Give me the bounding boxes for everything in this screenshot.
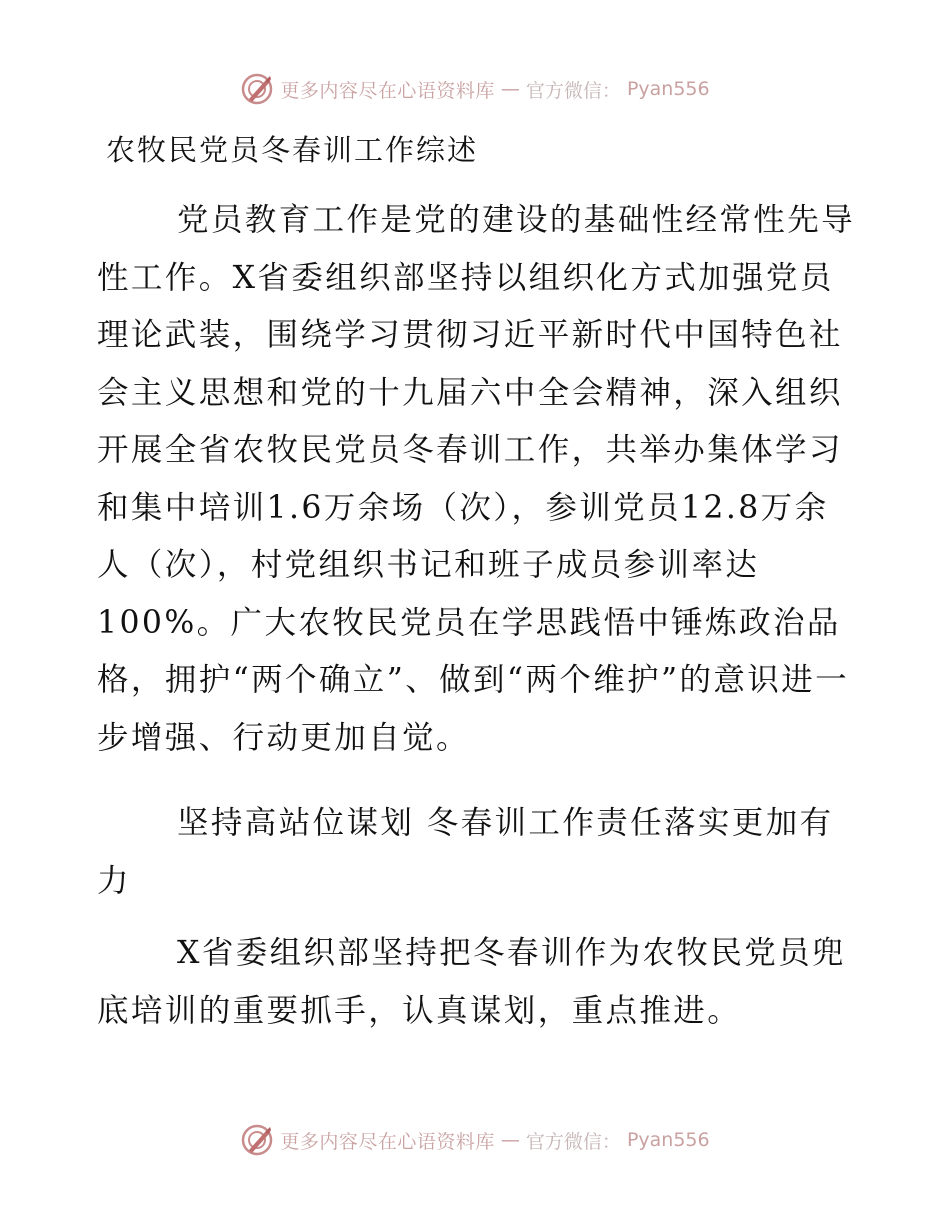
pen-logo-icon (240, 72, 274, 106)
paragraph-section-body: X省委组织部坚持把冬春训作为农牧民党员兜底培训的重要抓手，认真谋划，重点推进。 (97, 935, 846, 1029)
watermark-dash: — (500, 1129, 520, 1151)
watermark-dash: — (500, 78, 520, 100)
paragraph-intro: 党员教育工作是党的建设的基础性经常性先导性工作。X省委组织部坚持以组织化方式加强党员理论武装，围绕学习贯彻习近平新时代中国特色社会主义思想和党的十九届六中全会精神，深入组织开展全省农牧民党员冬春训工作，共举办集体学习和集中培训1.6万余场（次），参训党员12.8万余人（次），村党组织书记和班子成员参训率达100%。广大农牧民党员在学思践悟中锤炼政治品格，拥护“两个确立”、做到“两个维护”的意识进一步增强、行动更加自觉。 (97, 202, 856, 756)
footer-watermark (0, 1123, 950, 1157)
watermark-official-label: 官方微信： (525, 1130, 621, 1153)
section-heading: 坚持高站位谋划 冬春训工作责任落实更加有力 (97, 805, 834, 899)
pen-logo-icon (240, 1123, 274, 1157)
watermark-site-text: 更多内容尽在心语资料库 (280, 1130, 495, 1153)
watermark-wechat-id: Pyan556 (626, 1129, 710, 1151)
document-title: 农牧民党员冬春训工作综述 (106, 133, 479, 167)
watermark-site-text: 更多内容尽在心语资料库 (280, 79, 495, 102)
watermark-official-label: 官方微信： (525, 79, 621, 102)
header-watermark (0, 72, 950, 106)
watermark-wechat-id: Pyan556 (626, 78, 710, 100)
